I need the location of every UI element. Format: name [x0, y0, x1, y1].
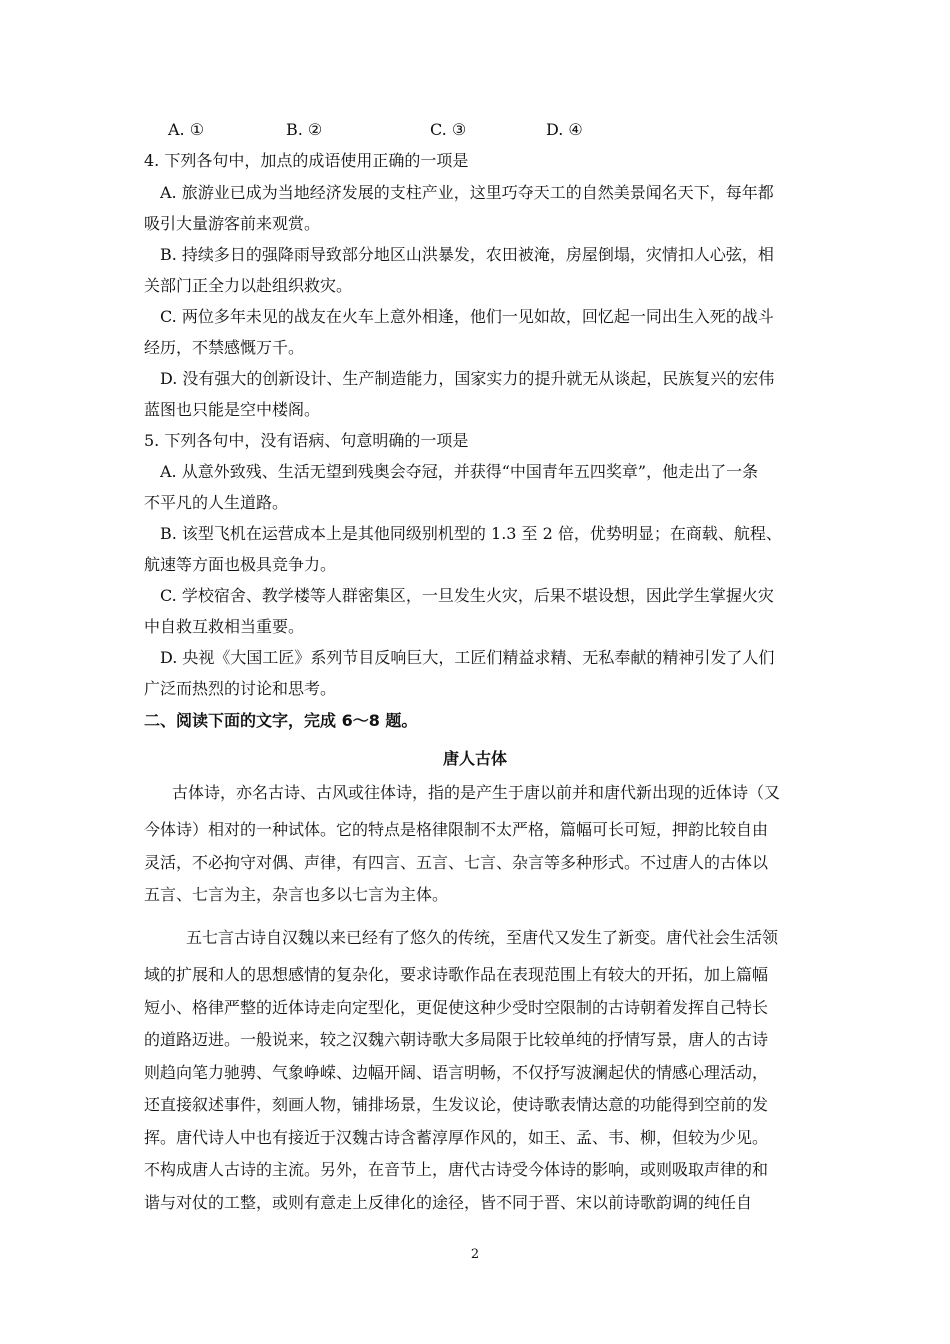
para2-line1: 五七言古诗自汉魏以来已经有了悠久的传统，至唐代又发生了新变。唐代社会生活领	[186, 928, 779, 947]
page-number: 2	[470, 1247, 480, 1262]
para2-line5: 则趋向笔力驰骋、气象峥嵘、边幅开阔、语言明畅，不仅抒写波澜起伏的情感心理活动，	[144, 1063, 769, 1082]
para2-line7: 挥。唐代诗人中也有接近于汉魏古诗含蓄淳厚作风的，如王、孟、韦、柳，但较为少见。	[144, 1128, 769, 1147]
para1-line1: 古体诗，亦名古诗、古风或往体诗，指的是产生于唐以前并和唐代新出现的近体诗（又	[172, 783, 781, 802]
q5-option-d-line1: D. 央视《大国工匠》系列节目反响巨大，工匠们精益求精、无私奉献的精神引发了人们	[160, 648, 775, 667]
para2-line4: 的道路迈进。一般说来，较之汉魏六朝诗歌大多局限于比较单纯的抒情写景，唐人的古诗	[144, 1030, 769, 1049]
q5-option-c-line2: 中自救互救相当重要。	[144, 617, 305, 636]
q4-option-c-line2: 经历，不禁感慨万千。	[144, 338, 305, 357]
q4-option-c-line1: C. 两位多年未见的战友在火车上意外相逢，他们一见如故，回忆起一同出生入死的战斗	[160, 307, 774, 326]
para2-line8: 不构成唐人古诗的主流。另外，在音节上，唐代古诗受今体诗的影响，或则吸取声律的和	[144, 1160, 769, 1179]
option-c: C. ③	[430, 120, 467, 139]
q4-option-a-line2: 吸引大量游客前来观赏。	[144, 214, 321, 233]
q4-option-d-line2: 蓝图也只能是空中楼阁。	[144, 400, 321, 419]
q5-option-a-line1: A. 从意外致残、生活无望到残奥会夺冠，并获得“中国青年五四奖章”，他走出了一条	[160, 462, 759, 481]
q5-option-b-line2: 航速等方面也极具竞争力。	[144, 555, 337, 574]
option-a: A. ①	[168, 120, 205, 139]
q4-option-a-line1: A. 旅游业已成为当地经济发展的支柱产业，这里巧夺天工的自然美景闻名天下，每年都	[160, 183, 774, 202]
q4-option-b-line1: B. 持续多日的强降雨导致部分地区山洪暴发，农田被淹，房屋倒塌，灾情扣人心弦，相	[160, 245, 774, 264]
para1-line3: 灵活，不必拘守对偶、声律，有四言、五言、七言、杂言等多种形式。不过唐人的古体以	[144, 853, 769, 872]
q5-option-c-line1: C. 学校宿舍、教学楼等人群密集区，一旦发生火灾，后果不堪设想，因此学生掌握火灾	[160, 586, 774, 605]
article-title: 唐人古体	[442, 749, 507, 768]
q5-option-a-line2: 不平凡的人生道路。	[144, 493, 289, 512]
para2-line6: 还直接叙述事件，刻画人物，铺排场景，生发议论，使诗歌表情达意的功能得到空前的发	[144, 1095, 769, 1114]
q5-option-b-line1: B. 该型飞机在运营成本上是其他同级别机型的 1.3 至 2 倍，优势明显；在商载、航程、	[160, 524, 782, 543]
q5-option-d-line2: 广泛而热烈的讨论和思考。	[144, 679, 337, 698]
para2-line3: 短小、格律严整的近体诗走向定型化，更促使这种少受时空限制的古诗朝着发挥自己特长	[144, 998, 769, 1017]
question-5-stem: 5. 下列各句中，没有语病、句意明确的一项是	[144, 431, 469, 450]
para1-line2: 今体诗）相对的一种试体。它的特点是格律限制不太严格，篇幅可长可短，押韵比较自由	[144, 820, 769, 839]
q4-option-d-line1: D. 没有强大的创新设计、生产制造能力，国家实力的提升就无从谈起，民族复兴的宏伟	[160, 369, 775, 388]
section-2-heading: 二、阅读下面的文字，完成 6～8 题。	[144, 711, 418, 730]
para2-line9: 谐与对仗的工整，或则有意走上反律化的途径，皆不同于晋、宋以前诗歌韵调的纯任自	[144, 1193, 753, 1212]
para2-line2: 域的扩展和人的思想感情的复杂化，要求诗歌作品在表现范围上有较大的开拓，加上篇幅	[144, 965, 769, 984]
option-d: D. ④	[546, 120, 583, 139]
para1-line4: 五言、七言为主，杂言也多以七言为主体。	[144, 885, 449, 904]
question-4-stem: 4. 下列各句中，加点的成语使用正确的一项是	[144, 151, 469, 170]
q4-option-b-line2: 关部门正全力以赴组织救灾。	[144, 276, 353, 295]
question-3-options	[168, 120, 768, 142]
option-b: B. ②	[286, 120, 323, 139]
